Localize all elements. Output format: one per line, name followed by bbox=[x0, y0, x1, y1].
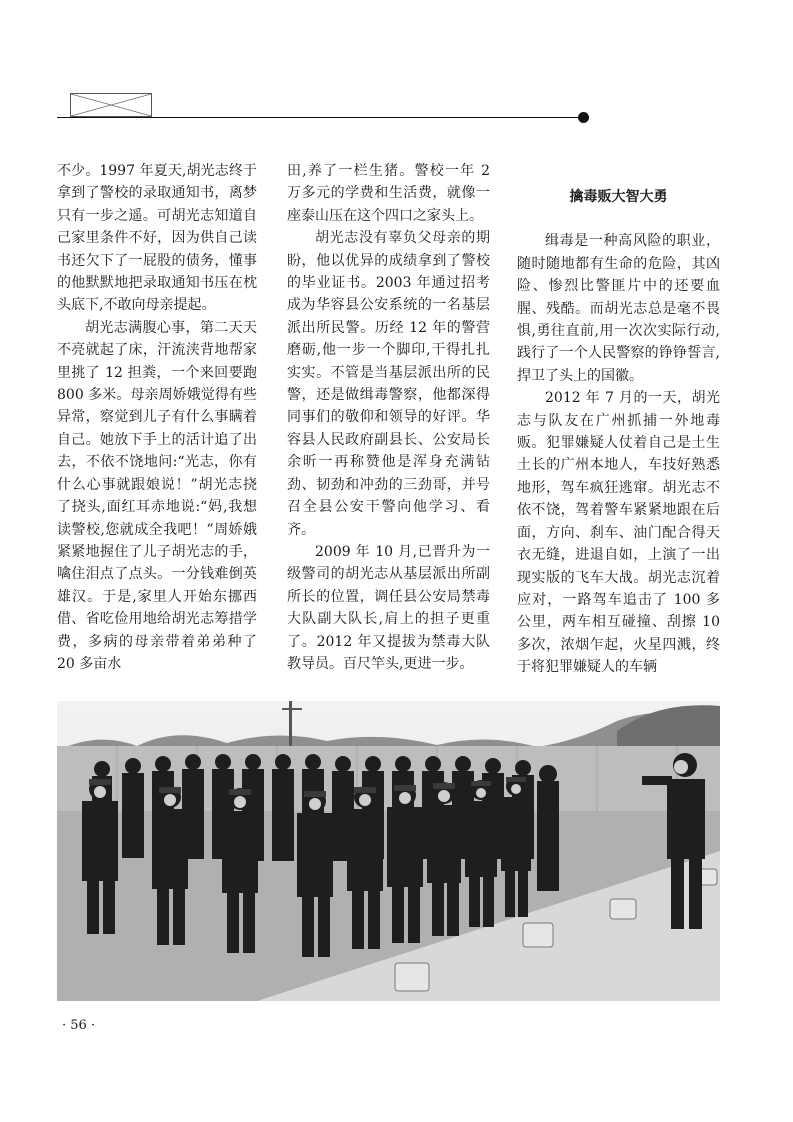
text-column-2 bbox=[287, 160, 490, 675]
paragraph: 胡光志满腹心事，第二天天不亮就起了床，汗流浃背地帮家里挑了 12 担粪，一个来回要跑 800 多米。母亲周娇娥觉得有些异常，察觉到儿子有什么事瞒着自己。她放下手上的活计追了出去，不依不饶地问:“光志，你有什么心事就跟娘说！”胡光志挠了挠头,面红耳赤地说:“妈,我想读警校,您就成全我吧！”周娇娥紧紧地握住了儿子胡光志的手，噙住泪点了点头。一分钱难倒英雄汉。于是,家里人开始东挪西借、省吃俭用地给胡光志筹措学费，多病的母亲带着弟弟种了 20 多亩水 bbox=[57, 319, 257, 672]
header-rule bbox=[57, 117, 583, 118]
paragraph: 胡光志没有辜负父母亲的期盼，他以优异的成绩拿到了警校的毕业证书。2003 年通过招考成为华容县公安系统的一名基层派出所民警。历经 12 年的警营磨砺,他一步一个脚印,干得扎扎实实。不管是当基层派出所的民警，还是做缉毒警察，他都深得同事们的敬仰和领导的好评。华容县人民政府副县长、公安局长余昕一再称赞他是浑身充满钻劲、韧劲和冲劲的三劲哥，并号召全县公安干警向他学习、看齐。 bbox=[287, 230, 490, 538]
paragraph: 田,养了一栏生猪。警校一年 2 万多元的学费和生活费，就像一座泰山压在这个四口之家头上。 bbox=[287, 163, 490, 224]
paragraph: 2012 年 7 月的一天，胡光志与队友在广州抓捕一外地毒贩。犯罪嫌疑人仗着自己是土生土长的广州本地人，车技好熟悉地形，驾车疯狂逃窜。胡光志不依不饶，驾着警车紧紧地跟在后面，方向、刹车、油门配合得天衣无缝，进退自如，上演了一出现实版的飞车大战。胡光志沉着应对，一路驾车追击了 100 多公里，两车相互碰撞、刮擦 10 多次，浓烟乍起，火星四溅，终于将犯罪嫌疑人的车辆 bbox=[517, 390, 720, 676]
magazine-logo-placeholder bbox=[70, 93, 152, 117]
paragraph: 2009 年 10 月,已晋升为一级警司的胡光志从基层派出所副所长的位置，调任县公安局禁毒大队副大队长,肩上的担子更重了。2012 年又提拔为禁毒大队教导员。百尺竿头,更进一步。 bbox=[287, 543, 490, 672]
section-heading: 擒毒贩大智大勇 bbox=[569, 189, 668, 205]
page-number: · 56 · bbox=[62, 1018, 96, 1033]
paragraph: 不少。1997 年夏天,胡光志终于拿到了警校的录取通知书，离梦只有一步之遥。可胡光志知道自己家里条件不好，因为供自己读书还欠下了一屁股的债务，懂事的他默默地把录取通知书压在枕头底下,不敢向母亲提起。 bbox=[57, 163, 257, 314]
text-column-1 bbox=[57, 160, 257, 675]
paragraph: 缉毒是一种高风险的职业，随时随地都有生命的危险，其凶险、惨烈比警匪片中的还要血腥、残酷。而胡光志总是毫不畏惧,勇往直前,用一次次实际行动,践行了一个人民警察的铮铮誓言,捍卫了头上的国徽。 bbox=[517, 233, 720, 384]
police-training-photo bbox=[57, 701, 720, 1001]
header-rule-dot bbox=[578, 112, 589, 123]
text-column-3 bbox=[517, 182, 720, 679]
